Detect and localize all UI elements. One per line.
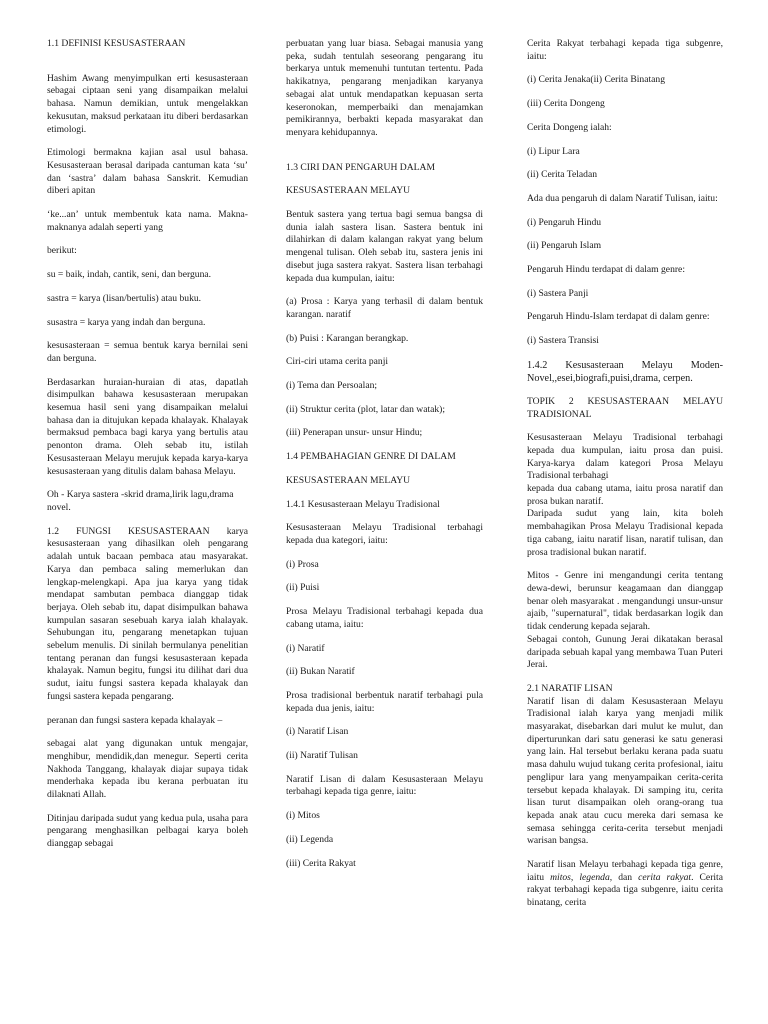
heading-ciri: 1.3 CIRI DAN PENGARUH DALAM (286, 161, 435, 173)
text-run: Naratif lisan Melayu terbahagi kepada tiga genre, iaitu (527, 859, 723, 883)
paragraph: Oh - Karya sastera -skrid drama,lirik lagu,drama novel. (47, 489, 234, 513)
italic-run: mitos, legenda, (550, 871, 613, 883)
paragraph: Kesusasteraan Melayu Tradisional terbahagi kepada dua kategori, iaitu: (286, 522, 483, 546)
paragraph: sastra = karya (lisan/bertulis) atau buku. (47, 292, 202, 304)
paragraph: Daripada sudut yang lain, kita boleh membahagikan Prosa Melayu Tradisional kepada tiga cabang, iaitu naratif lisan, naratif tulisan, dan prosa tradisional bukan naratif. (527, 508, 723, 558)
paragraph: Pengaruh Hindu terdapat di dalam genre: (527, 264, 685, 276)
paragraph: Ditinjau daripada sudut yang kedua pula, usaha para pengarang menghasilkan pelbagai karya boleh dianggap sebagai (47, 812, 248, 850)
text-run: . Cerita rakyat terbahagi kepada tiga subgenre, iaitu cerita binatang, cerita (527, 871, 723, 909)
list-item: (i) Mitos (286, 810, 320, 822)
list-item: (i) Sastera Transisi (527, 335, 599, 347)
heading-1-4-1: 1.4.1 Kesusasteraan Melayu Tradisional (286, 498, 440, 510)
paragraph: ‘ke...an’ untuk membentuk kata nama. Makna-maknanya adalah seperti yang (47, 209, 248, 233)
list-item: (ii) Naratif Tulisan (286, 750, 358, 762)
list-item: (i) Lipur Lara (527, 145, 580, 157)
paragraph: Sebagai contoh, Gunung Jerai dikatakan berasal daripada sebuah kapal yang membawa Tuan Puteri Jerai. (527, 633, 723, 671)
paragraph: Naratif Lisan di dalam Kesusasteraan Melayu terbahagi kepada tiga genre, iaitu: (286, 773, 483, 798)
paragraph: peranan dan fungsi sastera kepada khalayak – (47, 714, 223, 726)
paragraph: berikut: (47, 245, 77, 257)
heading-ciri-cont: KESUSASTERAAN MELAYU (286, 185, 411, 197)
paragraph: (a) Prosa : Karya yang terhasil di dalam bentuk karangan. naratif (286, 296, 483, 320)
paragraph-mitos: Mitos - Genre ini mengandungi cerita tentang dewa-dewi, berunsur keagamaan dan dianggap benar oleh masyarakat . mengandungi unsur-unsur ajaib, "supernatural", tidak berdasarkan logik dan tidak cenderung kepada sejarah. (527, 570, 723, 633)
text-run: dan (618, 871, 633, 883)
paragraph: kesusasteraan = semua bentuk karya bernilai seni dan berguna. (47, 340, 248, 364)
paragraph: kepada dua cabang utama, iaitu prosa naratif dan prosa bukan naratif. (527, 483, 723, 507)
heading-pembahagian: 1.4 PEMBAHAGIAN GENRE DI DALAM (286, 451, 456, 463)
heading-1-4-2: 1.4.2 Kesusasteraan Melayu Moden-Novel,,esei,biografi,puisi,drama, cerpen. (527, 359, 723, 384)
list-item: (i) Naratif (286, 642, 325, 654)
heading-naratif-lisan: 2.1 NARATIF LISAN (527, 682, 613, 694)
column-3 (527, 38, 723, 921)
paragraph: Bentuk sastera yang tertua bagi semua bangsa di dunia ialah sastera lisan. Sastera bentuk ini dilahirkan di dalam kalangan rakyat yang belum mengenal tulisan. Oleh sebab itu, sastera jenis ini disebut juga sastera rakyat. Sastera lisan terbahagi kepada dua kumpulan, iaitu: (286, 209, 483, 284)
list-item: (i) Sastera Panji (527, 287, 589, 299)
list-item: (ii) Puisi (286, 582, 320, 594)
list-item: (i) Pengaruh Hindu (527, 216, 602, 228)
paragraph: Prosa tradisional berbentuk naratif terbahagi pula kepada dua jenis, iaitu: (286, 689, 483, 714)
paragraph: Kesusasteraan Melayu Tradisional terbahagi kepada dua kumpulan, iaitu prosa dan puisi. Karya-karya dalam kategori Prosa Melayu Tradisional terbahagi (527, 432, 723, 482)
list-item: (ii) Legenda (286, 833, 334, 845)
paragraph: sebagai alat yang digunakan untuk mengajar, menghibur, mendidik,dan menegur. Seperti cerita Nakhoda Tanggang, khalayak diajar supaya tidak menderhaka kepada ibu kerana perbuatan itu dilaknati Allah. (47, 738, 248, 801)
list-item: (ii) Bukan Naratif (286, 666, 355, 678)
paragraph-genre (527, 859, 723, 910)
list-item: (iii) Cerita Rakyat (286, 857, 356, 869)
paragraph: Naratif lisan di dalam Kesusasteraan Melayu Tradisional ialah karya yang menjadi milik masyarakat, disebarkan dari mulut ke mulut, dan diperturunkan dari satu generasi ke satu generasi yang lain. Hal tersebut berlaku kerana pada suatu masa dahulu wujud tukang cerita profesional, iaitu penglipur lara yang menyampaikan cerita-cerita tersebut kepada khalayak. Di samping itu, cerita lisan turut disampaikan oleh orang-orang tua kepada anak atau cucu mereka dari semasa ke semasa sehingga cerita-cerita tersebut menjadi warisan bangsa. (527, 695, 723, 847)
list-item: (i) Tema dan Persoalan; (286, 380, 378, 392)
paragraph: Etimologi bermakna kajian asal usul bahasa. Kesusasteraan berasal daripada cantuman kata ‘su’ dan ‘sastra’ dalam bahasa Sanskrit. Kemudian diberi apitan (47, 147, 248, 197)
list-item: (iii) Penerapan unsur- unsur Hindu; (286, 427, 423, 439)
list-item: (b) Puisi : Karangan berangkap. (286, 332, 409, 344)
heading-definisi: 1.1 DEFINISI KESUSASTERAAN (47, 38, 186, 49)
heading-topik-2: TOPIK 2 KESUSASTERAAN MELAYU TRADISIONAL (527, 395, 723, 420)
paragraph: su = baik, indah, cantik, seni, dan berguna. (47, 269, 212, 281)
column-1 (47, 38, 248, 862)
italic-run: cerita rakyat (638, 871, 692, 883)
paragraph: Cerita Dongeng ialah: (527, 121, 612, 133)
list-item: (ii) Cerita Teladan (527, 169, 598, 181)
list-item: (i) Prosa (286, 558, 319, 570)
list-item: (i) Naratif Lisan (286, 726, 349, 738)
paragraph: perbuatan yang luar biasa. Sebagai manusia yang peka, sudah tentulah seseorang pengarang itu berkarya untuk memenuhi tuntutan tertentu. Pada hakikatnya, pengarang menjadikan karyanya sebagai alat untuk mendapatkan kepuasan serta keseronokan, memperbaiki dan menajamkan pemikirannya, berbakti kepada masyarakat dan menyara kehidupannya. (286, 38, 483, 138)
list-item: (ii) Pengaruh Islam (527, 240, 602, 252)
list-item: Ciri-ciri utama cerita panji (286, 356, 389, 368)
paragraph: susastra = karya yang indah dan berguna. (47, 316, 206, 328)
paragraph: 1.2 FUNGSI KESUSASTERAAN karya kesusasteraan yang dihasilkan oleh pengarang adalah untuk bacaan pembaca atau masyarakat. Karya dan pembaca saling memerlukan dan lengkap-melengkapi. Apa jua karya yang tidak mendapat sambutan pembaca dianggap tidak berjaya. Oleh sebab itu, dapat disimpulkan bahawa kumpulan sasaran sesebuah karya ialah khalayak. Sehubungan itu, pengarang menetapkan tujuan sebelum menulis. Di sinilah bermulanya penelitian tentang peranan dan fungsi kesusasteraan kepada khalayak. Namun begitu, fungsi itu dilihat dari dua sudut, iaitu fungsi sastera kepada khalayak dan fungsi sastera kepada pengarang. (47, 525, 248, 702)
list-item: (i) Cerita Jenaka(ii) Cerita Binatang (527, 74, 665, 86)
paragraph: Prosa Melayu Tradisional terbahagi kepada dua cabang utama, iaitu: (286, 606, 483, 630)
column-2 (286, 38, 483, 881)
list-item: (iii) Cerita Dongeng (527, 98, 605, 110)
paragraph: Cerita Rakyat terbahagi kepada tiga subgenre, iaitu: (527, 38, 723, 62)
list-item: (ii) Struktur cerita (plot, latar dan watak); (286, 403, 446, 415)
heading-pembahagian-cont: KESUSASTERAAN MELAYU (286, 474, 411, 486)
paragraph: Berdasarkan huraian-huraian di atas, dapatlah disimpulkan bahawa kesusasteraan merupakan kesemua hasil seni yang disampaikan melalui bahasa dan ia ditujukan kepada khalayak. Khalayak bermaksud pembaca bagi karya yang bertulis atau penonton drama. Oleh sebab itu, istilah Kesusasteraan Melayu merujuk kepada karya-karya kesusasteraan yang ditulis dalam bahasa Melayu. (47, 376, 248, 477)
paragraph: Pengaruh Hindu-Islam terdapat di dalam genre: (527, 311, 710, 323)
paragraph: Hashim Awang menyimpulkan erti kesusasteraan sebagai ciptaan seni yang disampaikan melalui bahasa. Namun demikian, untuk mengelakkan kekusutan, maksud perkataan itu diberi berdasarkan etimologi. (47, 72, 248, 135)
paragraph: Ada dua pengaruh di dalam Naratif Tulisan, iaitu: (527, 192, 718, 204)
